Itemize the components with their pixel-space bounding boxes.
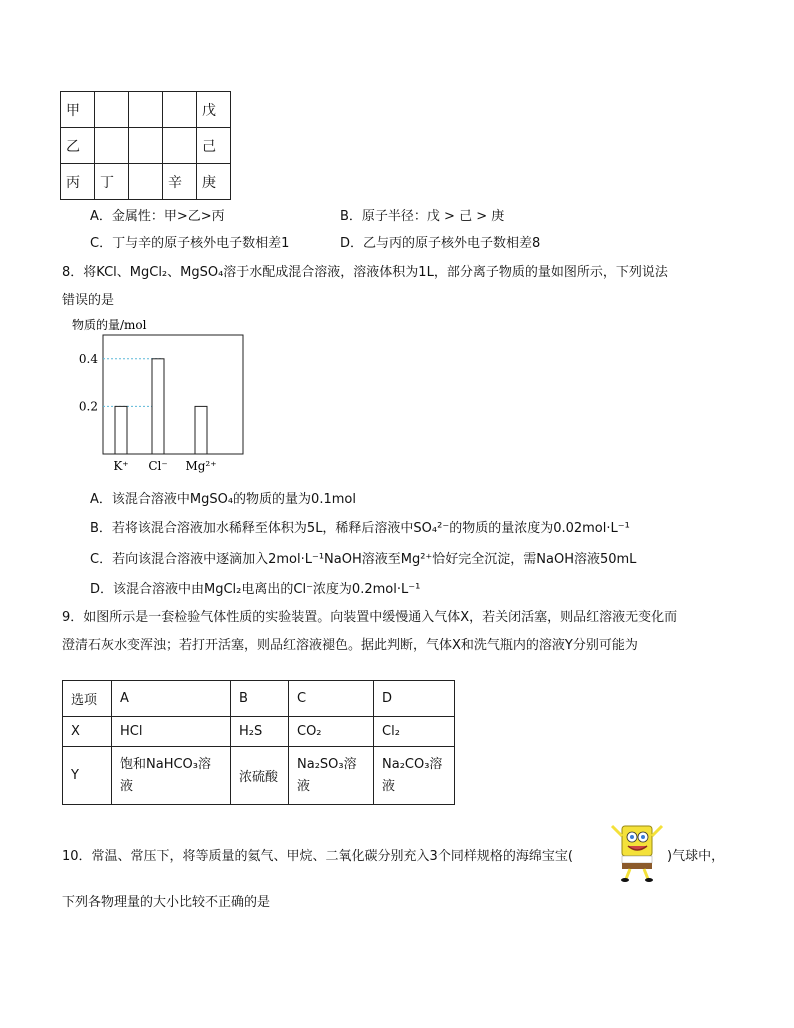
element-grid (60, 91, 231, 200)
q7-option-b: B．原子半径：戊 > 己 > 庚 (340, 209, 505, 224)
table-cell: HCl (112, 717, 231, 747)
q7-option-a: A．金属性：甲>乙>丙 (90, 209, 225, 224)
cell-line: 液 (297, 778, 311, 794)
cell-line: 浓硫酸 (239, 770, 279, 785)
q10-stem-line1a: 10．常温、常压下，将等质量的氦气、甲烷、二氧化碳分别充入3个同样规格的海绵宝宝( (62, 849, 573, 864)
q9-stem-line2: 澄清石灰水变浑浊；若打开活塞，则品红溶液褪色。据此判断，气体X和洗气瓶内的溶液Y分别可能为 (62, 638, 638, 653)
table-header-cell: D (374, 681, 455, 717)
grid-cell (95, 92, 129, 128)
table-cell (374, 747, 455, 805)
grid-cell (163, 128, 197, 164)
grid-cell: 甲 (61, 92, 95, 128)
table-cell (112, 747, 231, 805)
chart-bar-0 (115, 406, 127, 454)
chart-ytick-label: 0.4 (78, 351, 98, 366)
chart-ytick-label: 0.2 (78, 399, 98, 414)
q10-stem-line1b: )气球中， (667, 849, 725, 864)
q8-option-b: B．若将该混合溶液加水稀释至体积为5L，稀释后溶液中SO₄²⁻的物质的量浓度为0.02mol·L⁻¹ (90, 521, 630, 536)
chart-bar-2 (195, 406, 207, 454)
table-cell: Y (63, 747, 112, 805)
table-header-cell: B (231, 681, 289, 717)
grid-cell: 庚 (197, 164, 231, 200)
chart-xtick-label: Cl⁻ (148, 459, 168, 473)
table-cell: Cl₂ (374, 717, 455, 747)
grid-cell (129, 164, 163, 200)
table-cell: CO₂ (289, 717, 374, 747)
q8-stem-line2: 错误的是 (62, 293, 115, 308)
cell-line: 液 (120, 778, 134, 794)
q7-option-c: C．丁与辛的原子核外电子数相差1 (90, 236, 290, 251)
table-cell (289, 747, 374, 805)
grid-cell (95, 128, 129, 164)
table-cell: H₂S (231, 717, 289, 747)
table-header-cell: 选项 (63, 681, 112, 717)
grid-cell: 丁 (95, 164, 129, 200)
q8-option-a: A．该混合溶液中MgSO₄的物质的量为0.1mol (90, 492, 356, 507)
ion-bar-chart (60, 316, 260, 476)
grid-cell: 己 (197, 128, 231, 164)
grid-cell: 乙 (61, 128, 95, 164)
q10-stem-line2: 下列各物理量的大小比较不正确的是 (62, 895, 271, 910)
chart-bar-1 (152, 359, 164, 454)
grid-cell (129, 92, 163, 128)
chart-xtick-label: K⁺ (113, 459, 129, 473)
grid-cell: 丙 (61, 164, 95, 200)
chart-xtick-label: Mg²⁺ (185, 459, 217, 473)
cell-line: Na₂SO₃溶 (297, 756, 357, 772)
table-cell (231, 747, 289, 805)
cell-line: 液 (382, 778, 396, 794)
grid-cell: 辛 (163, 164, 197, 200)
cell-line: Na₂CO₃溶 (382, 756, 443, 772)
q9-stem-line1: 9．如图所示是一套检验气体性质的实验装置。向装置中缓慢通入气体X，若关闭活塞，则品红溶液无变化而 (62, 610, 678, 625)
sponge-character-icon (608, 822, 666, 882)
q8-option-d: D．该混合溶液中由MgCl₂电离出的Cl⁻浓度为0.2mol·L⁻¹ (90, 582, 421, 597)
grid-cell (129, 128, 163, 164)
grid-cell (163, 92, 197, 128)
q8-option-c: C．若向该混合溶液中逐滴加入2mol·L⁻¹NaOH溶液至Mg²⁺恰好完全沉淀，需NaOH溶液50mL (90, 552, 637, 567)
table-header-cell: C (289, 681, 374, 717)
q8-stem-line1: 8．将KCl、MgCl₂、MgSO₄溶于水配成混合溶液，溶液体积为1L，部分离子物质的量如图所示，下列说法 (62, 265, 668, 280)
table-cell: X (63, 717, 112, 747)
cell-line: 饱和NaHCO₃溶 (120, 756, 211, 772)
q7-option-d: D．乙与丙的原子核外电子数相差8 (340, 236, 541, 251)
options-table (62, 680, 455, 805)
table-header-cell: A (112, 681, 231, 717)
grid-cell: 戊 (197, 92, 231, 128)
chart-ylabel: 物质的量/mol (72, 318, 147, 332)
